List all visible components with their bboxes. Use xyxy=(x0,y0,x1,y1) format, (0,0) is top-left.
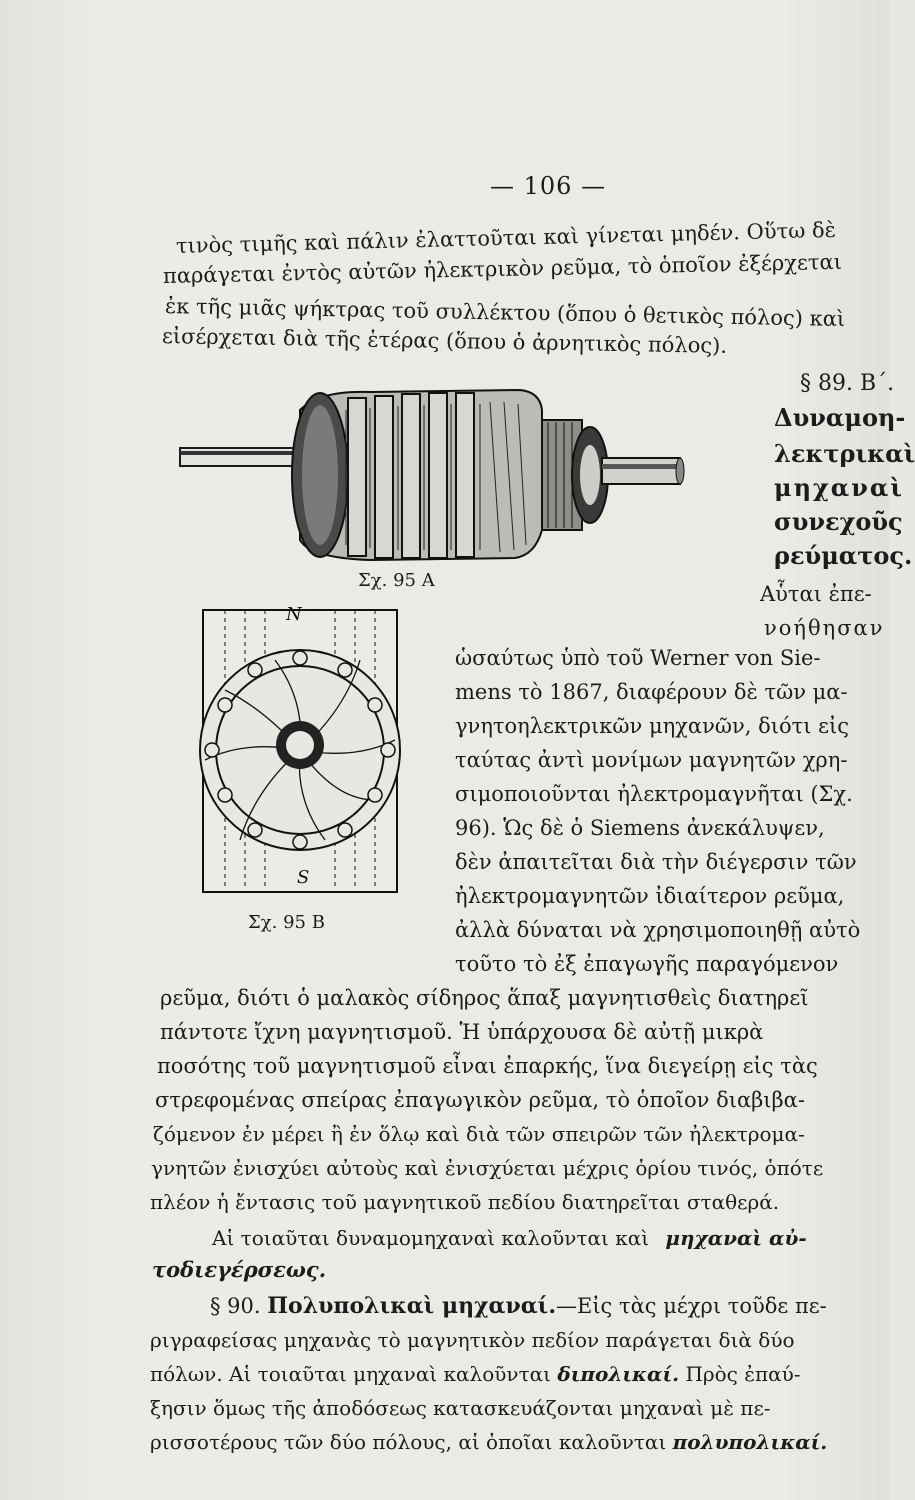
text-line xyxy=(210,1292,827,1320)
text-segment: Πρὸς ἐπαύ- xyxy=(685,1362,801,1386)
text-line: νοήθησαν xyxy=(764,616,885,640)
figure-dynamo-diagram xyxy=(185,600,415,900)
text-line: Αὗται ἐπε- xyxy=(760,582,872,606)
figure-a-caption: Σχ. 95 Α xyxy=(358,570,435,591)
text-segment: ρισσοτέρους τῶν δύο πόλους, αἱ ὁποῖαι καλοῦνται xyxy=(150,1430,667,1454)
text-line: τοῦτο τὸ ἐξ ἐπαγωγῆς παραγόμενον xyxy=(455,952,839,976)
text-line: ἐκ τῆς μιᾶς ψήκτρας τοῦ συλλέκτου (ὅπου ὁ θετικὸς πόλος) καὶ xyxy=(164,294,846,332)
section-89-heading: Δυναμοη- xyxy=(774,403,906,432)
figure-b-caption: Σχ. 95 Β xyxy=(248,912,325,933)
north-pole-label: N xyxy=(286,604,302,625)
text-line: πλέον ἡ ἔντασις τοῦ μαγνητικοῦ πεδίου διατηρεῖται σταθερά. xyxy=(150,1190,780,1214)
text-line: mens τὸ 1867, διαφέρουν δὲ τῶν μα- xyxy=(455,680,848,704)
text-segment: Αἱ τοιαῦται δυναμομηχαναὶ καλοῦνται καὶ xyxy=(212,1226,650,1250)
section-89-heading: λεκτρικαὶ xyxy=(774,439,915,468)
text-line: ὡσαύτως ὑπὸ τοῦ Werner von Sie- xyxy=(455,646,821,670)
figure-armature-image xyxy=(170,380,700,570)
text-line: ριγραφείσας μηχανὰς τὸ μαγνητικὸν πεδίον παράγεται διὰ δύο xyxy=(150,1328,795,1352)
text-line: 96). Ὡς δὲ ὁ Siemens ἀνεκάλυψεν, xyxy=(455,816,825,840)
text-line xyxy=(150,1428,827,1456)
term-self-excitation: τοδιεγέρσεως. xyxy=(152,1257,327,1282)
term-multipolar: πολυπολικαί. xyxy=(672,1430,828,1454)
text-line: γνητοηλεκτρικῶν μηχανῶν, διότι εἰς xyxy=(455,714,850,738)
text-line: σιμοποιοῦνται ἠλεκτρομαγνῆται (Σχ. xyxy=(455,782,853,806)
section-89-heading: συνεχοῦς xyxy=(774,507,903,536)
text-line xyxy=(212,1224,807,1252)
section-89-number: § 89. Β΄. xyxy=(800,371,895,396)
text-line: ποσότης τοῦ μαγνητισμοῦ εἶναι ἐπαρκής, ἵνα διεγείρῃ εἰς τὰς xyxy=(157,1054,818,1078)
term-self-excitation: μηχαναὶ αὐ- xyxy=(665,1226,807,1250)
term-bipolar: διπολικαί. xyxy=(557,1362,680,1386)
section-89-heading: μηχαναὶ xyxy=(774,473,905,502)
text-line: τινὸς τιμῆς καὶ πάλιν ἐλαττοῦται καὶ γίνεται μηδέν. Οὕτω δὲ xyxy=(175,217,837,258)
text-line: ἠλεκτρομαγνητῶν ἰδιαίτερον ρεῦμα, xyxy=(455,884,845,908)
section-90-number: § 90. xyxy=(210,1294,261,1318)
section-90-title: Πολυπολικαὶ μηχαναί. xyxy=(267,1293,556,1319)
page-number: — 106 — xyxy=(490,172,607,200)
text-line: ἀλλὰ δύναται νὰ χρησιμοποιηθῇ αὐτὸ xyxy=(455,918,861,942)
text-line: γνητῶν ἐνισχύει αὐτοὺς καὶ ἐνισχύεται μέχρις ὁρίου τινός, ὁπότε xyxy=(151,1156,824,1180)
section-89-heading: ρεύματος. xyxy=(774,541,913,570)
text-line: ρεῦμα, διότι ὁ μαλακὸς σίδηρος ἅπαξ μαγνητισθεὶς διατηρεῖ xyxy=(160,986,809,1010)
text-line xyxy=(150,1360,801,1388)
text-line: παράγεται ἐντὸς αὐτῶν ἠλεκτρικὸν ρεῦμα, τὸ ὁποῖον ἐξέρχεται xyxy=(162,249,843,288)
text-line: πάντοτε ἴχνη μαγνητισμοῦ. Ἡ ὑπάρχουσα δὲ αὐτῇ μικρὰ xyxy=(160,1020,764,1044)
text-line: δὲν ἀπαιτεῖται διὰ τὴν διέγερσιν τῶν xyxy=(455,850,857,874)
text-line: εἰσέρχεται διὰ τῆς ἑτέρας (ὅπου ὁ ἀρνητικὸς πόλος). xyxy=(161,324,728,358)
text-line: ξησιν ὅμως τῆς ἀποδόσεως κατασκευάζονται μηχαναὶ μὲ πε- xyxy=(150,1396,771,1420)
text-segment: πόλων. Αἱ τοιαῦται μηχαναὶ καλοῦνται xyxy=(150,1362,551,1386)
south-pole-label: S xyxy=(297,867,310,888)
text-line: στρεφομένας σπείρας ἐπαγωγικὸν ρεῦμα, τὸ ὁποῖον διαβιβα- xyxy=(155,1088,805,1112)
text-line: ζόμενον ἐν μέρει ἢ ἐν ὅλῳ καὶ διὰ τῶν σπειρῶν τῶν ἠλεκτρομα- xyxy=(153,1122,805,1146)
text-segment: —Εἰς τὰς μέχρι τοῦδε πε- xyxy=(555,1294,827,1318)
text-line: ταύτας ἀντὶ μονίμων μαγνητῶν χρη- xyxy=(455,748,848,772)
